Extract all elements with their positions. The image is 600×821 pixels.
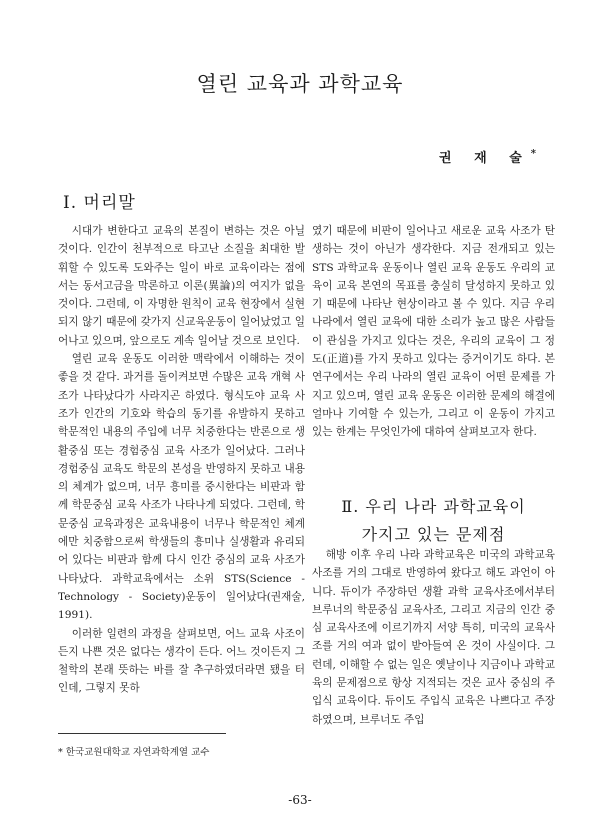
author-footnote-mark: * [530,148,536,160]
paragraph: 열린 교육 운동도 이러한 맥락에서 이해하는 것이 좋을 것 같다. 과거를 돌이켜보면 수많은 교육 개혁 사조가 나타났다가 사라지곤 하였다. 형식도야 교육 사조가 인간의 기호와 학습의 동기를 유발하지 못하고 학문적인 내용의 주입에 너무 치중한다는 반론으로 생활중심 또는 경험중심 교육 사조가 일어났다. 그러나 경험중심 교육도 학문의 본성을 반영하지 못하고 내용의 체계가 없으며, 너무 흥미를 중시한다는 비판과 함께 학문중심 교육 사조가 나타나게 되었다. 그런데, 학문중심 교육과정은 교육내용이 너무나 학문적인 체계에만 치중함으로써 학생들의 흥미나 실생활과 유리되어 있다는 비판과 함께 다시 인간 중심의 교육 사조가 나타났다. 과학교육에서는 소위 STS(Science - Technology - Society)운동이 일어났다(권재술, 1991). [58,353,305,622]
article-title: 열린 교육과 과학교육 [196,72,404,96]
footnote-divider [58,733,226,734]
paragraph: 였기 때문에 비판이 일어나고 새로운 교육 사조가 탄생하는 것이 아닌가 생각한다. 지금 전개되고 있는 STS 과학교육 운동이나 열린 교육 운동도 우리의 교육이 교육 본연의 목표를 충실히 달성하지 못하고 있기 때문에 나타난 현상이라고 볼 수 있다. 지금 우리 나라에서 열린 교육에 대한 소리가 높고 많은 사람들이 관심을 가지고 있다는 것은, 우리의 교육이 그 정도(正道)를 가지 못하고 있다는 증거이기도 하다. 본 연구에서는 우리 나라의 열린 교육이 어떤 문제를 가지고 있으며, 열린 교육 운동은 이러한 문제의 해결에 얼마나 기여할 수 있는가, 그리고 이 운동이 가지고 있는 한계는 무엇인가에 대하여 살펴보고자 한다. [312,225,555,439]
section-heading-problems [312,493,555,549]
footnote: * 한국교원대학교 자연과학계열 교수 [58,747,210,758]
section-heading-line: Ⅱ. 우리 나라 과학교육이 [341,497,526,516]
paragraph: 해방 이후 우리 나라 과학교육은 미국의 과학교육 사조를 거의 그대로 반영하여 왔다고 해도 과언이 아니다. 듀이가 주장하던 생활 과학 교육사조에서부터 브루너의 학문중심 교육사조, 그리고 지금의 인간 중심 교육사조에 이르기까지 서양 특히, 미국의 교육사조를 거의 여과 없이 받아들여 온 것이 사실이다. 그런데, 이해할 수 없는 일은 옛날이나 지금이나 과학교육의 문제점으로 항상 지적되는 것은 교사 중심의 주입식 교육이다. 듀이도 주입식 교육은 나쁘다고 주장하였으며, 브루너도 주입 [312,549,555,726]
section-heading-line: 가지고 있는 문제점 [361,525,506,544]
section-heading-introduction: Ⅰ. 머리말 [63,193,136,213]
left-column-text [58,222,305,698]
author-name: 권 재 술 [439,151,531,166]
paragraph: 이러한 일련의 과정을 살펴보면, 어느 교육 사조이든지 나쁜 것은 없다는 생각이 든다. 어느 것이든지 그 철학의 본래 뜻하는 바를 잘 추구하였더라면 됐을 터인데, 그렇지 못하 [58,627,305,695]
page-number: -63- [288,793,312,807]
author-line [439,147,536,166]
paragraph: 시대가 변한다고 교육의 본질이 변하는 것은 아닐 것이다. 인간이 천부적으로 타고난 소질을 최대한 발휘할 수 있도록 도와주는 일이 바로 교육이라는 점에서는 동서고금을 막론하고 이론(異論)의 여지가 없을 것이다. 그런데, 이 자명한 원칙이 교육 현장에서 실현되지 않기 때문에 갖가지 신교육운동이 일어났었고 일어나고 있으며, 앞으로도 계속 일어날 것으로 보인다. [58,225,305,347]
right-column-text-top [312,222,555,442]
right-column-text-bottom [312,546,555,729]
